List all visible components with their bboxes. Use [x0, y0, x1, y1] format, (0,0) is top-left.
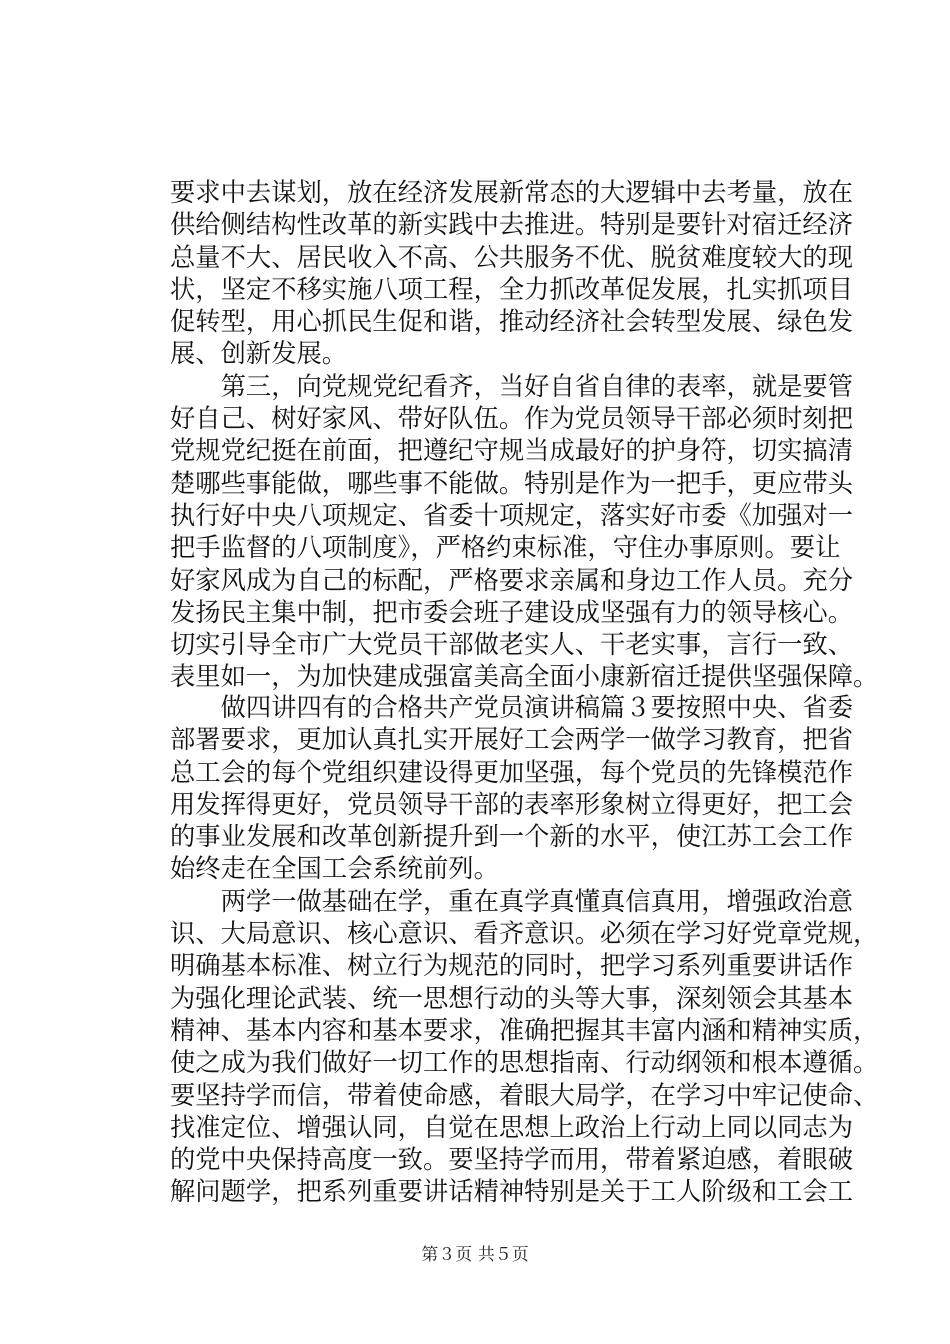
- text-line: 好家风成为自己的标配，严格要求亲属和身边工作人员。充分: [170, 565, 854, 595]
- text-line: 第三，向党规党纪看齐，当好自省自律的表率，就是要管: [170, 371, 854, 401]
- text-line: 把手监督的八项制度》，严格约束标准，守住办事原则。要让: [170, 533, 841, 563]
- text-line: 精神、基本内容和基本要求，准确把握其丰富内涵和精神实质，: [170, 1015, 879, 1045]
- page-number-footer: 第３页 共５页: [421, 1245, 529, 1265]
- text-line: 供给侧结构性改革的新实践中去推进。特别是要针对宿迁经济: [170, 210, 854, 240]
- text-line: 切实引导全市广大党员干部做老实人、干老实事，言行一致、: [170, 630, 854, 660]
- text-line: 总量不大、居民收入不高、公共服务不优、脱贫难度较大的现: [170, 242, 854, 272]
- text-line: 促转型，用心抓民生促和谐，推动经济社会转型发展、绿色发: [170, 307, 854, 337]
- text-line: 解问题学，把系列重要讲话精神特别是关于工人阶级和工会工: [170, 1177, 854, 1207]
- text-line: 为强化理论武装、统一思想行动的头等大事，深刻领会其基本: [170, 983, 854, 1013]
- text-line: 部署要求，更加认真扎实开展好工会两学一做学习教育，把省: [170, 725, 854, 755]
- text-line: 识、大局意识、核心意识、看齐意识。必须在学习好党章党规，: [170, 919, 879, 949]
- text-line: 要坚持学而信，带着使命感，着眼大局学，在学习中牢记使命、: [170, 1080, 879, 1110]
- text-line: 党规党纪挺在前面，把遵纪守规当成最好的护身符，切实搞清: [170, 436, 854, 466]
- text-line: 做四讲四有的合格共产党员演讲稿篇３要按照中央、省委: [170, 693, 854, 722]
- paragraph-block-2: [170, 692, 879, 1209]
- text-line: 执行好中央八项规定、省委十项规定，落实好市委《加强对一: [170, 500, 854, 530]
- text-line: 发扬民主集中制，把市委会班子建设成坚强有力的领导核心。: [170, 597, 854, 627]
- text-line: 使之成为我们做好一切工作的思想指南、行动纲领和根本遵循。: [170, 1048, 879, 1078]
- text-line: 用发挥得更好，党员领导干部的表率形象树立得更好，把工会: [170, 789, 854, 819]
- text-line: 的事业发展和改革创新提升到一个新的水平，使江苏工会工作: [170, 822, 854, 852]
- text-line: 展、创新发展。: [170, 339, 348, 369]
- text-line: 两学一做基础在学，重在真学真懂真信真用，增强政治意: [170, 886, 854, 916]
- text-line: 状，坚定不移实施八项工程，全力抓改革促发展，扎实抓项目: [170, 274, 854, 304]
- text-line: 始终走在全国工会系统前列。: [170, 854, 499, 884]
- text-line: 好自己、树好家风、带好队伍。作为党员领导干部必须时刻把: [170, 404, 854, 434]
- text-line: 的党中央保持高度一致。要坚持学而用，带着紧迫感，着眼破: [170, 1145, 854, 1175]
- text-line: 楚哪些事能做，哪些事不能做。特别是作为一把手，更应带头: [170, 468, 854, 498]
- text-line: 找准定位、增强认同，自觉在思想上政治上行动上同以同志为: [170, 1112, 854, 1142]
- paragraph-block-1: [170, 177, 879, 694]
- text-line: 明确基本标准、树立行为规范的同时，把学习系列重要讲话作: [170, 951, 854, 981]
- text-line: 总工会的每个党组织建设得更加坚强，每个党员的先锋模范作: [170, 757, 854, 787]
- text-line: 要求中去谋划，放在经济发展新常态的大逻辑中去考量，放在: [170, 178, 854, 207]
- text-line: 表里如一，为加快建成强富美高全面小康新宿迁提供坚强保障。: [170, 662, 879, 692]
